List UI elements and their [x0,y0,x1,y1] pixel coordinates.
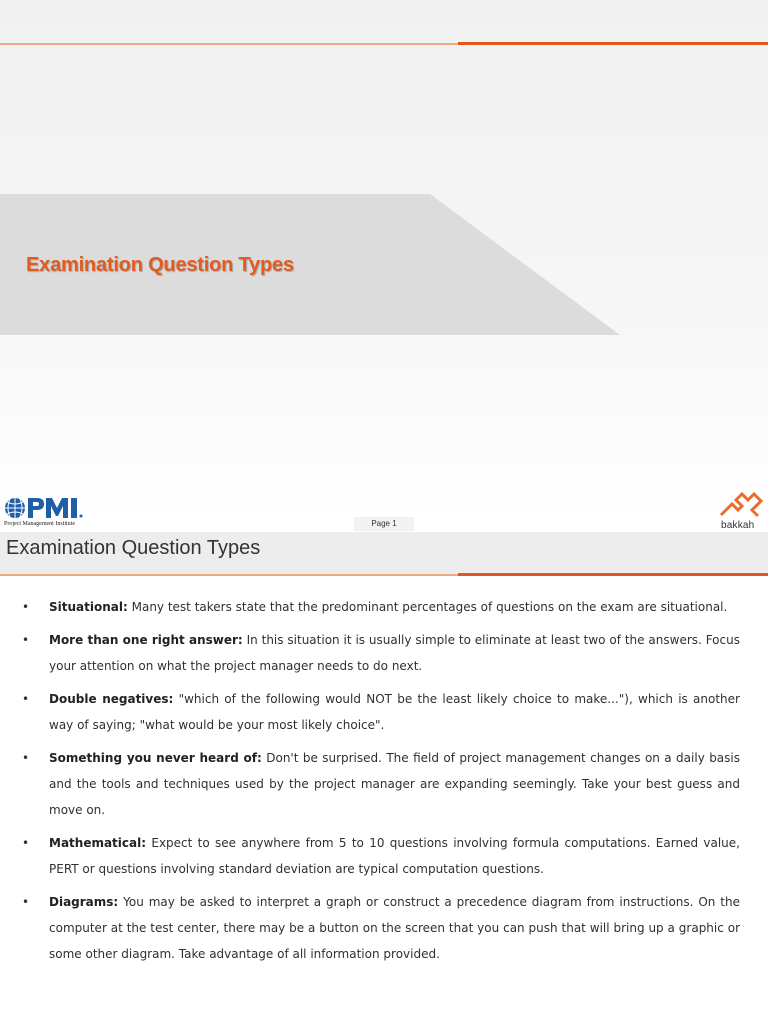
list-item [22,594,740,620]
pmi-org-name: Project Management Institute [4,521,75,527]
bullet-icon: • [22,836,30,850]
item-term: Diagrams: [49,895,119,909]
item-text: "which of the following would NOT be the least likely choice to make..."), which is another way of saying; "what would be your most likely choice". [49,692,740,732]
bullet-icon: • [22,751,30,765]
list-item [22,627,740,679]
item-text: Don't be surprised. The field of project management changes on a daily basis and the tools and techniques used by the project manager are expanding seemingly. Take your best guess and move on. [49,751,740,817]
question-types-list [22,594,740,974]
item-text: In this situation it is usually simple to eliminate at least two of the answers. Focus your attention on what the project manager needs to do next. [49,633,740,673]
bullet-icon: • [22,895,30,909]
item-term: Situational: [49,600,128,614]
bullet-icon: • [22,600,30,614]
header-divider [0,574,768,576]
list-item [22,830,740,882]
page-number: Page 1 [354,517,414,531]
bakkah-brand-name: bakkah [721,520,755,531]
bullet-icon: • [22,692,30,706]
item-term: Something you never heard of: [49,751,262,765]
item-text: Expect to see anywhere from 5 to 10 questions involving formula computations. Earned value, PERT or questions involving standard deviation are typical computation questions. [49,836,740,876]
list-item [22,745,740,823]
item-term: Mathematical: [49,836,147,850]
list-item [22,686,740,738]
item-text: You may be asked to interpret a graph or construct a precedence diagram from instructions. On the computer at the test center, there may be a button on the screen that you can push that will bring up a graphic or some other diagram. Take advantage of all information provided. [49,895,740,961]
page-title: Examination Question Types [6,537,261,559]
bakkah-logo-icon [718,490,764,518]
bullet-icon: • [22,633,30,647]
top-divider [0,43,768,45]
cover-title: Examination Question Types [26,254,294,276]
item-term: More than one right answer: [49,633,243,647]
item-text: Many test takers state that the predominant percentages of questions on the exam are situational. [131,600,728,614]
item-term: Double negatives: [49,692,174,706]
list-item [22,889,740,967]
